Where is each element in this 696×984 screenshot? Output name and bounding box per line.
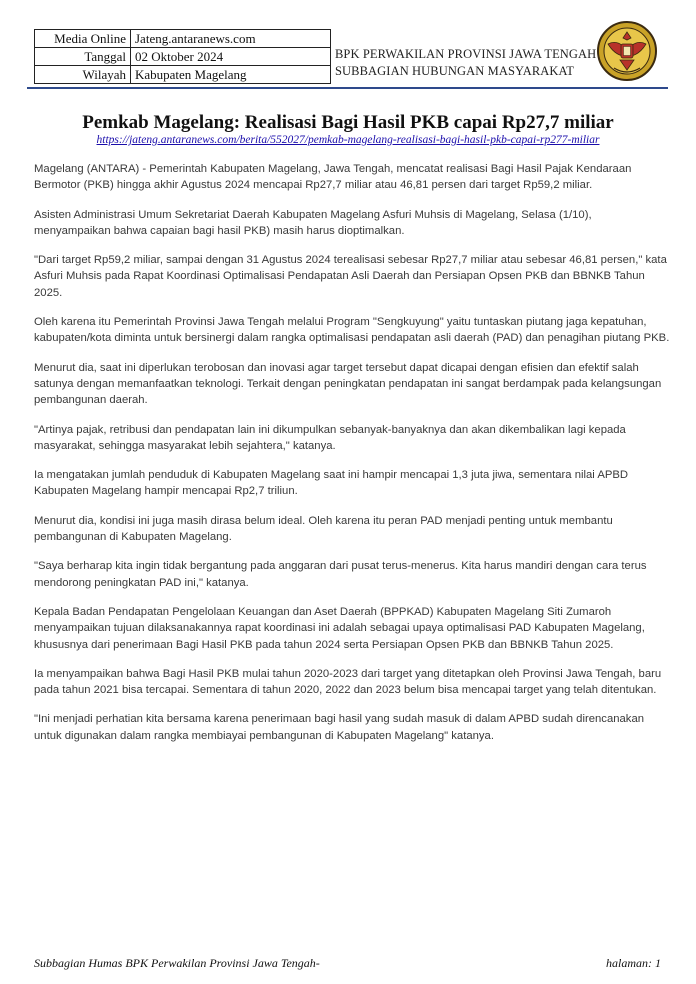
paragraph: Oleh karena itu Pemerintah Provinsi Jawa Tengah melalui Program "Sengkuyung" yaitu tuntaskan piutang jaga kepatuhan, kabupaten/kota diminta untuk bersinergi dalam rangka optimalisasi pendapatan asli daerah (PAD) dan penagihan piutang PKB. xyxy=(34,316,670,345)
region-label: Wilayah xyxy=(35,66,131,84)
source-link[interactable]: https://jateng.antaranews.com/berita/552027/pemkab-magelang-realisasi-bagi-hasil-pkb-capai-rp277-miliar xyxy=(96,134,600,146)
header-divider xyxy=(27,87,668,89)
media-label: Media Online xyxy=(35,30,131,48)
paragraph: "Artinya pajak, retribusi dan pendapatan lain ini dikumpulkan sebanyak-banyaknya dan akan dikembalikan lagi kepada masyarakat, sehingga masyarakat lebih sejahtera," katanya. xyxy=(34,423,626,452)
page-number: halaman: 1 xyxy=(606,956,661,970)
footer-organization: Subbagian Humas BPK Perwakilan Provinsi Jawa Tengah- xyxy=(34,956,320,970)
paragraph: "Dari target Rp59,2 miliar, sampai dengan 31 Agustus 2024 terealisasi sebesar Rp27,7 miliar atau sebesar 46,81 persen," kata Asfuri Muhsis pada Rapat Koordinasi Optimalisasi Pendapatan Asli Daerah dan Persiapan Opsen PKB dan BBNKB Tahun 2025. xyxy=(34,254,667,299)
paragraph: "Saya berharap kita ingin tidak bergantung pada anggaran dari pusat terus-menerus. Kita harus mandiri dengan cara terus mendorong peningkatan PAD ini," katanya. xyxy=(34,560,647,589)
region-row xyxy=(35,66,331,84)
media-value: Jateng.antaranews.com xyxy=(131,30,331,48)
media-row xyxy=(35,30,331,48)
paragraph: Ia mengatakan jumlah penduduk di Kabupaten Magelang saat ini hampir mencapai 1,3 juta jiwa, sementara nilai APBD Kabupaten Magelang hampir mencapai Rp2,7 triliun. xyxy=(34,469,629,498)
paragraph: Menurut dia, saat ini diperlukan terobosan dan inovasi agar target tersebut dapat dicapai dengan efisien dan efektif salah satunya dengan memanfaatkan teknologi. Terkait dengan peningkatan pendapatan ini sangat berdampak pada kelangsungan pembangunan daerah. xyxy=(34,361,662,407)
org-division: SUBBAGIAN HUBUNGAN MASYARAKAT xyxy=(335,64,575,78)
media-info-table xyxy=(34,29,331,84)
date-row xyxy=(35,48,331,66)
organization-header xyxy=(335,46,596,80)
paragraph: Magelang (ANTARA) - Pemerintah Kabupaten Magelang, Jawa Tengah, mencatat realisasi Bagi Hasil Pajak Kendaraan Bermotor (PKB) hingga akhir Agustus 2024 mencapai Rp27,7 miliar atau 46,81 persen dari target Rp59,2 miliar. xyxy=(34,163,632,192)
org-name: BPK PERWAKILAN PROVINSI JAWA TENGAH xyxy=(335,47,597,61)
paragraph: Ia menyampaikan bahwa Bagi Hasil PKB mulai tahun 2020-2023 dari target yang ditetapkan oleh Provinsi Jawa Tengah, baru pada tahun 2021 bisa tercapai. Sementara di tahun 2020, 2022 dan 2023 belum bisa mencapai target yang telah ditentukan. xyxy=(34,667,662,697)
date-value: 02 Oktober 2024 xyxy=(131,48,331,66)
paragraph: Asisten Administrasi Umum Sekretariat Daerah Kabupaten Magelang Asfuri Muhsis di Magelang, Selasa (1/10), menyampaikan bahwa capaian bagi hasil PKB) masih harus dioptimalkan. xyxy=(34,208,592,237)
paragraph: Kepala Badan Pendapatan Pengelolaan Keuangan dan Aset Daerah (BPPKAD) Kabupaten Magelang Siti Zumaroh menyampaikan tujuan dilaksanakannya rapat koordinasi ini adalah sebagai upaya optimalisasi PAD Kabupaten Magelang, khususnya dari penerimaan Bagi Hasil PKB pada tahun 2024 serta Persiapan Opsen PKB dan BBNKB Tahun 2025. xyxy=(34,605,645,651)
region-value: Kabupaten Magelang xyxy=(131,66,331,84)
garuda-emblem-icon xyxy=(596,18,658,84)
paragraph: "Ini menjadi perhatian kita bersama karena penerimaan bagi hasil yang sudah masuk di dalam APBD sudah direncanakan untuk digunakan dalam rangka membiayai pembangunan di Kabupaten Magelang" katanya. xyxy=(34,713,645,742)
article-body xyxy=(34,161,670,757)
paragraph: Menurut dia, kondisi ini juga masih dirasa belum ideal. Oleh karena itu peran PAD menjadi penting untuk membantu pembangunan di Kabupaten Magelang. xyxy=(34,514,613,544)
article-title: Pemkab Magelang: Realisasi Bagi Hasil PKB capai Rp27,7 miliar xyxy=(82,112,614,133)
date-label: Tanggal xyxy=(35,48,131,66)
